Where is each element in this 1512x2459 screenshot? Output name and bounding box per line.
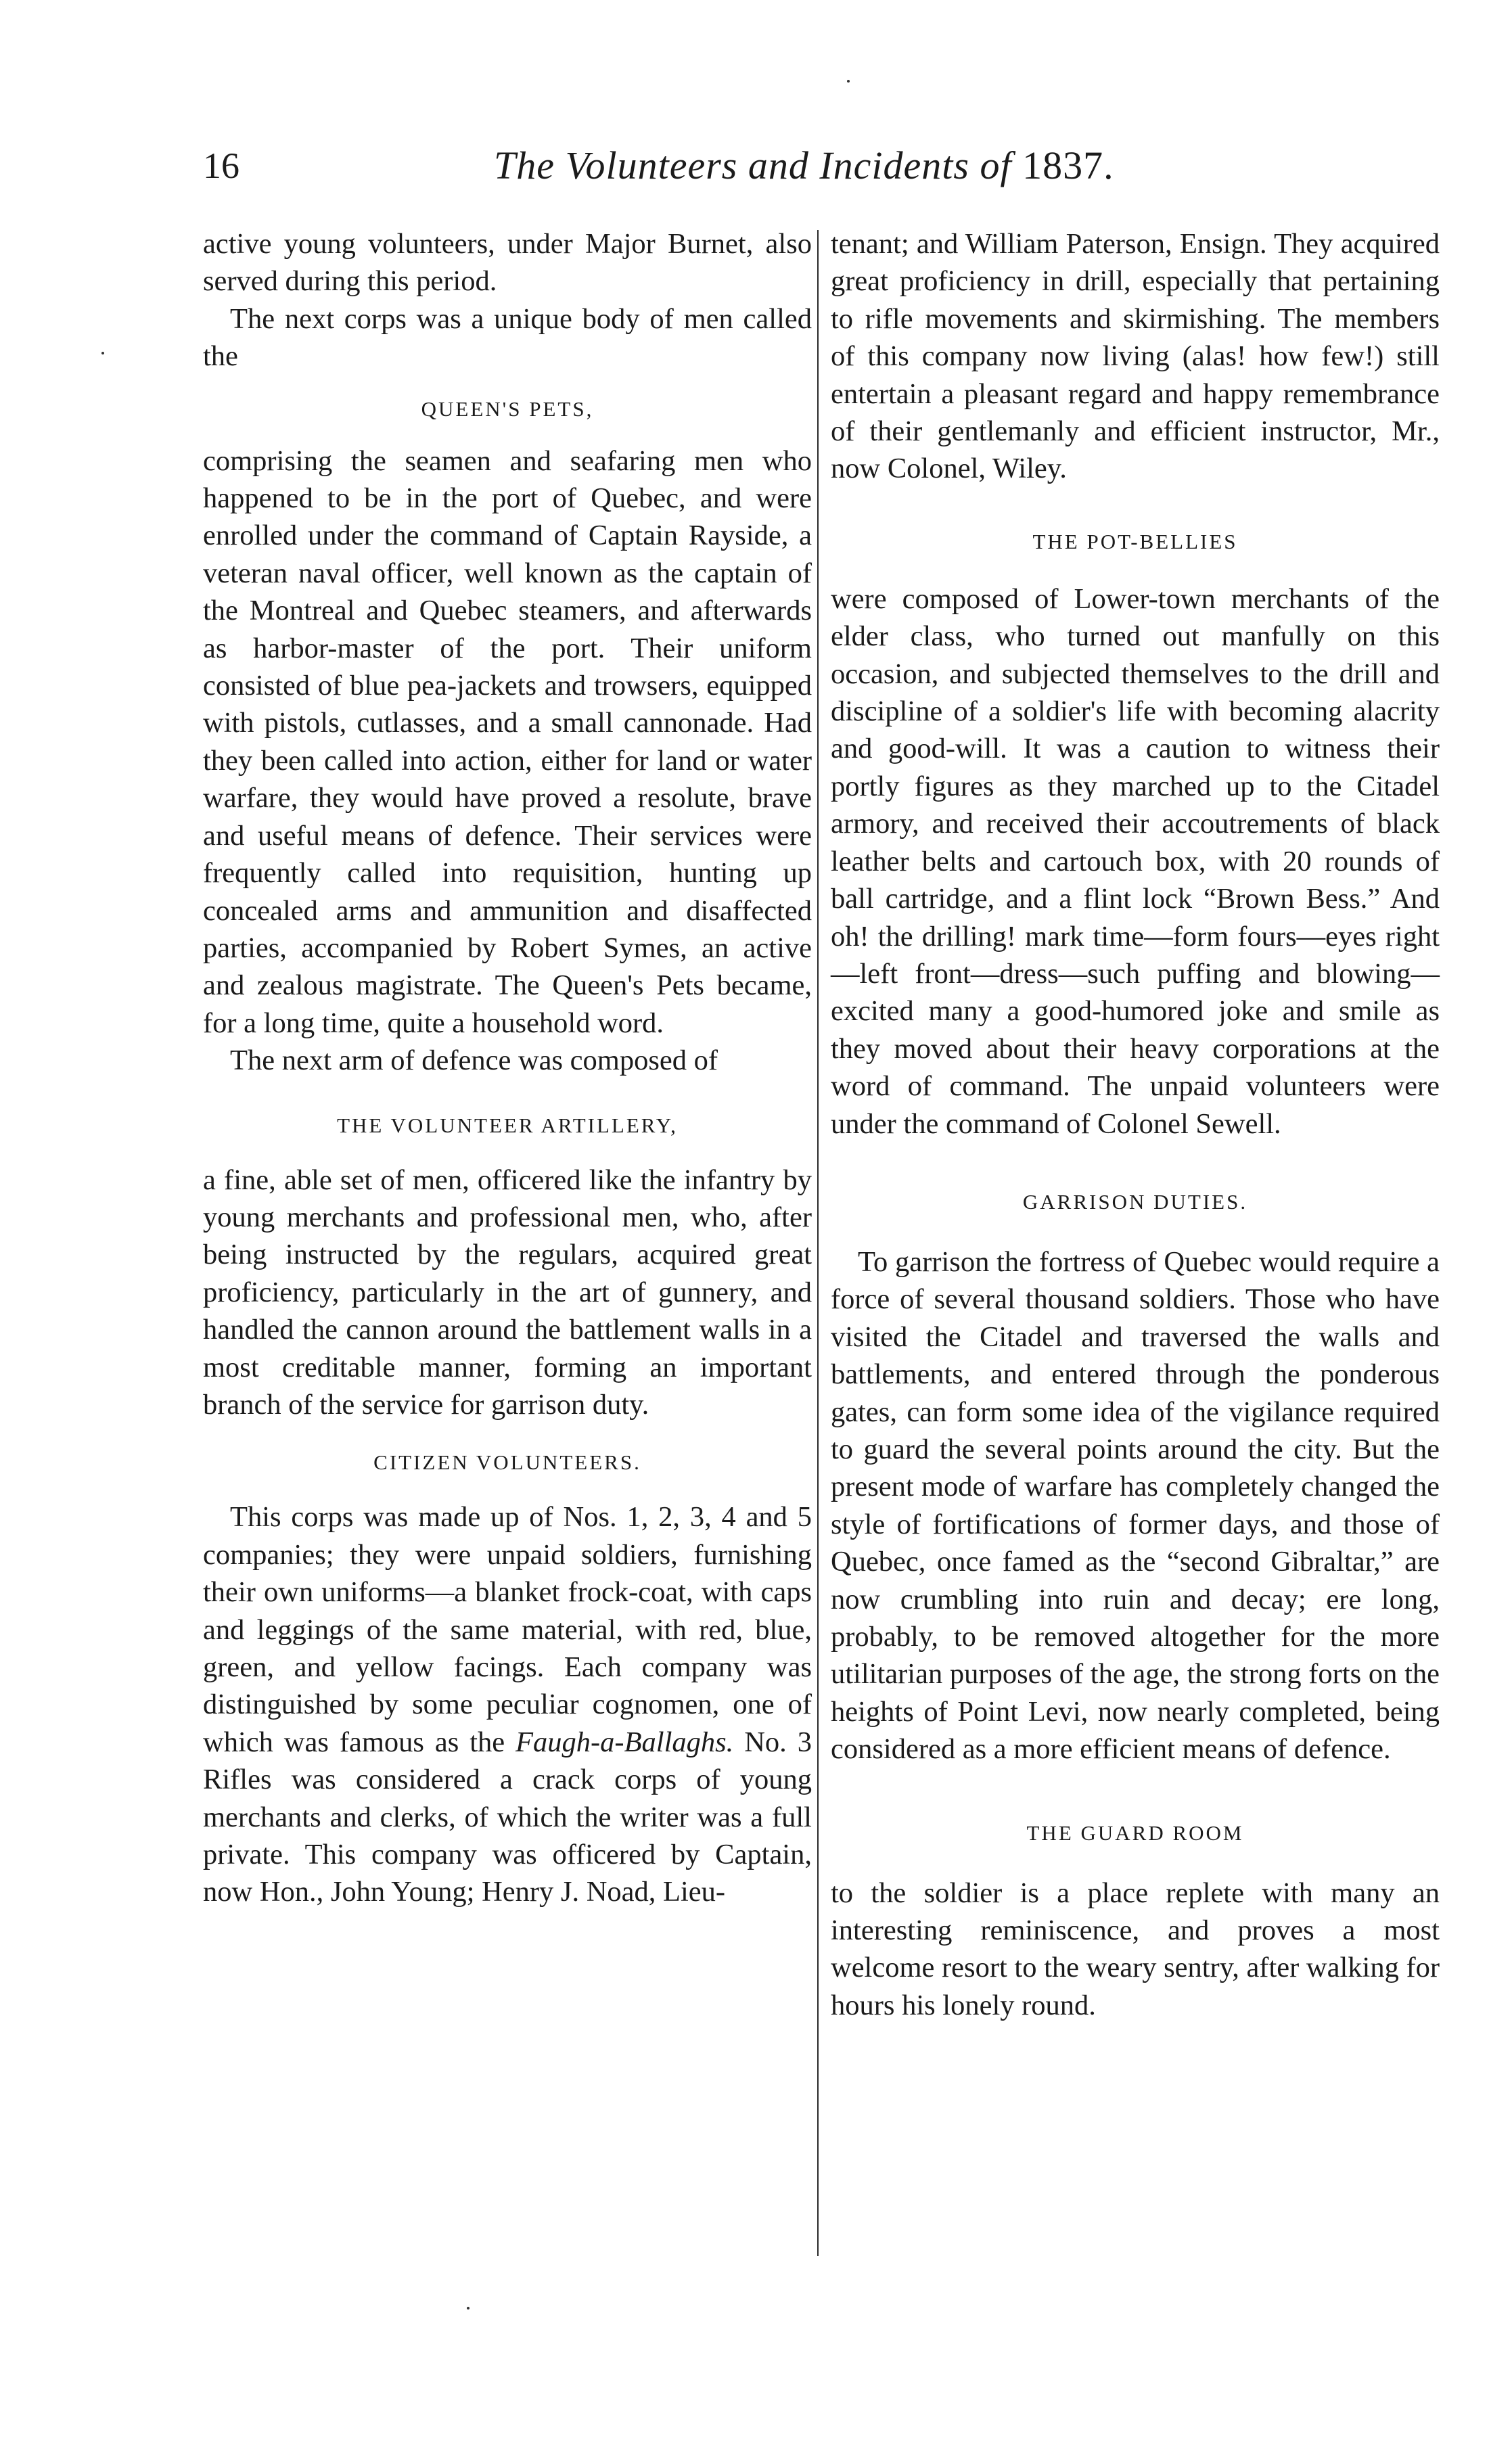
paragraph: to the soldier is a place replete with many an interesting reminiscence, and proves a most welcome resort to the weary sentry, after walking for hours his lonely round. [831, 1877, 1440, 2021]
section-heading-garrison-duties: GARRISON DUTIES. [1022, 1189, 1248, 1214]
section-heading-guard-room: THE GUARD ROOM [1026, 1820, 1244, 1845]
section-heading-queens-pets: QUEEN'S PETS, [421, 396, 594, 421]
paragraph: active young volunteers, under Major Burnet, also served during this period. [203, 228, 812, 298]
paragraph: The next arm of defence was composed of [230, 1044, 718, 1077]
italic-term: Faugh-a-Ballaghs. [516, 1726, 734, 1758]
paragraph-text: No. 3 Rifles was considered a crack corps of young merchants and clerks, of which the writer was a full private. This company was officered by Captain, now Hon., John Young; Henry J. Noad, Lieu- [203, 1726, 812, 1908]
section-heading-volunteer-artillery: THE VOLUNTEER ARTILLERY, [337, 1113, 678, 1137]
running-title-year: 1837. [1022, 143, 1114, 187]
paragraph: were composed of Lower-town merchants of the elder class, who turned out manfully on this occasion, and subjected themselves to the drill and discipline of a soldier's life with becoming alacrity and good-will. It was a caution to witness their portly figures as they marched up to the Citadel armory, and received their accoutrements of black leather belts and cartouch box, with 20 rounds of ball cartridge, and a flint lock “Brown Bess.” And oh! the drilling! mark time—form fours—eyes right—left front—dress—such puffing and blowing—excited many a good-humored joke and smile as they moved about their heavy corporations at the word of command. The unpaid volunteers were under the command of Colonel Sewell. [831, 582, 1440, 1140]
paragraph [203, 1498, 812, 1910]
page-number: 16 [203, 145, 239, 186]
column-divider [817, 230, 819, 2256]
right-column [831, 225, 1440, 2024]
page-header [203, 139, 1191, 200]
left-column [203, 225, 812, 1911]
print-speck [101, 352, 104, 354]
print-speck [847, 80, 850, 83]
print-speck [467, 2307, 469, 2309]
section-heading-citizen-volunteers: CITIZEN VOLUNTEERS. [373, 1450, 641, 1475]
paragraph: a fine, able set of men, officered like the infantry by young merchants and professional men, who, after being instructed by the regulars, acquired great proficiency, particularly in the art of gunnery, and handled the cannon around the battlement walls in a most creditable manner, forming an important branch of the service for garrison duty. [203, 1164, 812, 1421]
running-title-text: The Volunteers and Incidents of [494, 143, 1023, 187]
paragraph: tenant; and William Paterson, Ensign. They acquired great proficiency in drill, especially that pertaining to rifle movements and skirmishing. The members of this company now living (alas! how few!) still entertain a pleasant regard and happy remembrance of their gentlemanly and efficient instructor, Mr., now Colonel, Wiley. [831, 228, 1440, 485]
paragraph: comprising the seamen and seafaring men who happened to be in the port of Quebec, and were enrolled under the command of Captain Rayside, a veteran naval officer, well known as the captain of the Montreal and Quebec steamers, and afterwards as harbor-master of the port. Their uniform consisted of blue pea-jackets and trowsers, equipped with pistols, cutlasses, and a small cannonade. Had they been called into action, either for land or water warfare, they would have proved a resolute, brave and useful means of defence. Their services were frequently called into requisition, hunting up concealed arms and ammunition and disaffected parties, accompanied by Robert Symes, an active and zealous magistrate. The Queen's Pets became, for a long time, quite a household word. [203, 444, 812, 1039]
running-title [494, 139, 1114, 193]
section-heading-pot-bellies: THE POT-BELLIES [1032, 529, 1238, 553]
paragraph-text: This corps was made up of Nos. 1, 2, 3, 4 and 5 companies; they were unpaid soldiers, furnishing their own uniforms—a blanket frock-coat, with caps and leggings of the same material, with red, blue, green, and yellow facings. Each company was distinguished by some peculiar cognomen, one of which was famous as the [203, 1501, 812, 1758]
paragraph: The next corps was a unique body of men called the [203, 302, 812, 373]
paragraph: To garrison the fortress of Quebec would require a force of several thousand soldiers. Those who have visited the Citadel and traversed the walls and battlements, and entered through the ponderous gates, can form some idea of the vigilance required to guard the several points around the city. But the present mode of warfare has completely changed the style of fortifications of former days, and those of Quebec, once famed as the “second Gibraltar,” are now crumbling into ruin and decay; ere long, probably, to be removed altogether for the more utilitarian purposes of the age, the strong forts on the heights of Point Levi, now nearly completed, being considered as a more efficient means of defence. [831, 1245, 1440, 1766]
